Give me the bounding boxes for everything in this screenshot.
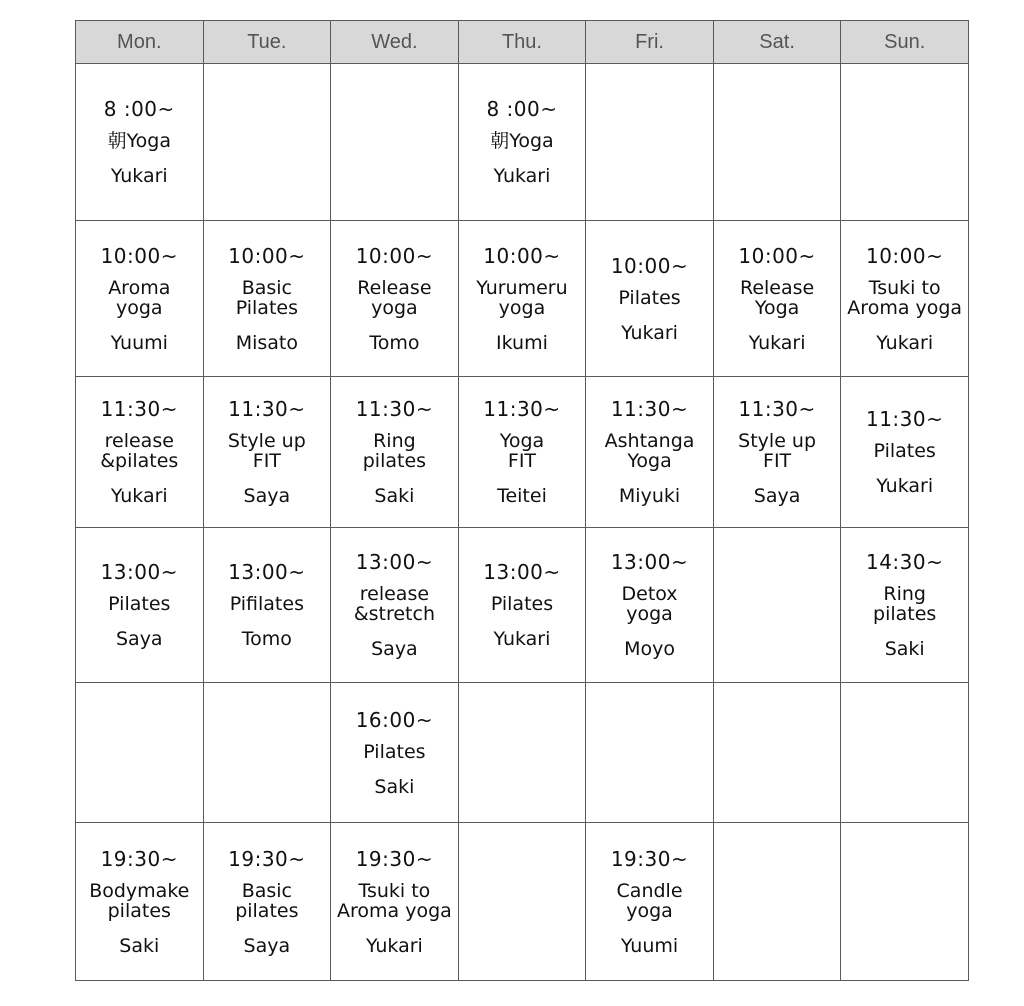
class-cell-mon <box>76 528 204 683</box>
day-header-mon: Mon. <box>76 21 204 64</box>
empty-cell <box>713 528 841 683</box>
class-time: 11:30~ <box>483 397 561 421</box>
class-entry <box>76 244 203 354</box>
class-entry <box>204 397 331 507</box>
class-instructor: Yukari <box>876 475 934 497</box>
class-instructor: Saya <box>753 485 801 507</box>
class-cell-tue <box>203 823 331 981</box>
class-time: 19:30~ <box>610 846 689 871</box>
class-cell-mon <box>76 221 204 377</box>
class-instructor: Miyuki <box>618 485 681 507</box>
class-instructor: Yukari <box>493 165 551 187</box>
class-instructor: Yukari <box>365 934 423 957</box>
class-instructor: Yukari <box>110 485 168 507</box>
time-slot-row <box>76 683 969 823</box>
class-time: 11:30~ <box>865 407 944 431</box>
time-slot-row <box>76 377 969 528</box>
class-instructor: Yukari <box>748 331 806 354</box>
class-name: Tsuki to Aroma yoga <box>847 276 963 319</box>
class-time: 11:30~ <box>738 397 816 421</box>
class-entry <box>76 97 203 187</box>
class-cell-mon <box>76 823 204 981</box>
class-instructor: Moyo <box>624 638 675 660</box>
class-name: Pilates <box>108 593 171 615</box>
class-entry <box>714 244 841 354</box>
class-time: 19:30~ <box>355 846 434 871</box>
class-instructor: Saya <box>243 934 291 957</box>
class-time: 14:30~ <box>865 550 944 574</box>
class-cell-fri <box>586 377 714 528</box>
class-time: 10:00~ <box>228 243 306 268</box>
class-entry <box>204 847 331 957</box>
class-time: 13:00~ <box>100 560 178 584</box>
empty-cell <box>841 823 969 981</box>
class-entry <box>586 550 713 660</box>
class-instructor: Tomo <box>369 331 420 354</box>
class-entry <box>586 397 713 507</box>
day-header-fri: Fri. <box>586 21 714 64</box>
class-cell-thu <box>458 221 586 377</box>
time-slot-row <box>76 823 969 981</box>
class-time: 19:30~ <box>228 846 306 871</box>
class-name: Pilates <box>618 286 681 309</box>
class-instructor: Misato <box>235 331 298 354</box>
class-entry <box>331 397 458 507</box>
class-entry <box>586 847 713 957</box>
empty-cell <box>713 683 841 823</box>
class-cell-wed <box>331 683 459 823</box>
class-time: 13:00~ <box>228 560 306 584</box>
class-instructor: Yuumi <box>620 934 679 957</box>
class-entry <box>459 97 586 187</box>
class-name: Bodymake pilates <box>89 879 190 922</box>
class-instructor: Yukari <box>876 331 934 354</box>
class-time: 11:30~ <box>610 397 689 421</box>
class-cell-tue <box>203 221 331 377</box>
class-time: 11:30~ <box>100 397 178 421</box>
class-entry <box>76 397 203 507</box>
class-time: 8 :00~ <box>103 97 175 121</box>
class-entry <box>841 407 968 497</box>
class-cell-sat <box>713 377 841 528</box>
day-header-tue: Tue. <box>203 21 331 64</box>
class-entry <box>459 244 586 354</box>
day-header-sun: Sun. <box>841 21 969 64</box>
class-instructor: Teitei <box>497 485 547 507</box>
class-name: Detox yoga <box>621 583 678 625</box>
class-time: 10:00~ <box>355 243 434 268</box>
class-time: 11:30~ <box>355 397 434 421</box>
class-cell-sat <box>713 221 841 377</box>
weekly-class-schedule <box>75 20 969 981</box>
class-instructor: Saya <box>115 628 163 650</box>
class-name: Candle yoga <box>616 879 683 922</box>
class-instructor: Yukari <box>110 165 168 187</box>
class-entry <box>331 244 458 354</box>
class-entry <box>204 560 331 650</box>
class-cell-wed <box>331 528 459 683</box>
class-name: Ashtanga Yoga <box>604 430 695 472</box>
class-name: Basic pilates <box>235 879 299 922</box>
class-time: 10:00~ <box>738 243 816 268</box>
class-cell-tue <box>203 377 331 528</box>
time-slot-row <box>76 64 969 221</box>
empty-cell <box>458 683 586 823</box>
empty-cell <box>713 64 841 221</box>
day-header-wed: Wed. <box>331 21 459 64</box>
class-name: Tsuki to Aroma yoga <box>337 879 452 922</box>
class-cell-wed <box>331 823 459 981</box>
class-name: Ring pilates <box>873 583 937 625</box>
class-entry <box>459 560 586 650</box>
class-entry <box>331 708 458 798</box>
empty-cell <box>76 683 204 823</box>
class-cell-fri <box>586 221 714 377</box>
class-name: Style up FIT <box>227 430 306 472</box>
empty-cell <box>203 683 331 823</box>
class-name: 朝Yoga <box>490 130 554 152</box>
class-entry <box>714 397 841 507</box>
day-header-thu: Thu. <box>458 21 586 64</box>
class-cell-tue <box>203 528 331 683</box>
class-name: Pilates <box>873 440 936 462</box>
class-name: Pilates <box>363 740 426 763</box>
empty-cell <box>586 683 714 823</box>
class-instructor: Saki <box>884 638 925 660</box>
class-name: Aroma yoga <box>108 276 171 319</box>
class-cell-thu <box>458 64 586 221</box>
class-entry <box>841 550 968 660</box>
class-name: Style up FIT <box>738 430 817 472</box>
class-entry <box>76 560 203 650</box>
class-cell-fri <box>586 823 714 981</box>
class-name: 朝Yoga <box>107 130 171 152</box>
class-time: 19:30~ <box>100 846 178 871</box>
class-name: Release Yoga <box>739 276 815 319</box>
class-instructor: Yukari <box>493 628 551 650</box>
class-time: 13:00~ <box>355 550 434 574</box>
class-name: Yoga FIT <box>499 430 545 472</box>
class-entry <box>204 244 331 354</box>
class-instructor: Saki <box>374 775 415 798</box>
class-entry <box>76 847 203 957</box>
empty-cell <box>713 823 841 981</box>
class-name: release &pilates <box>100 430 179 472</box>
class-name: Ring pilates <box>362 430 427 472</box>
class-cell-wed <box>331 221 459 377</box>
class-time: 16:00~ <box>355 707 434 732</box>
time-slot-row <box>76 221 969 377</box>
class-instructor: Saya <box>243 485 291 507</box>
class-entry <box>331 847 458 957</box>
class-entry <box>459 397 586 507</box>
class-time: 10:00~ <box>100 243 178 268</box>
class-cell-mon <box>76 377 204 528</box>
class-time: 10:00~ <box>610 253 689 278</box>
class-instructor: Yuumi <box>110 331 168 354</box>
class-instructor: Yukari <box>621 321 678 344</box>
schedule-body <box>76 64 969 981</box>
empty-cell <box>841 683 969 823</box>
time-slot-row <box>76 528 969 683</box>
day-header-row <box>76 21 969 64</box>
empty-cell <box>458 823 586 981</box>
class-cell-sun <box>841 221 969 377</box>
class-cell-sun <box>841 528 969 683</box>
empty-cell <box>841 64 969 221</box>
class-entry <box>586 254 713 344</box>
class-name: Pilates <box>490 593 554 615</box>
empty-cell <box>586 64 714 221</box>
empty-cell <box>331 64 459 221</box>
class-cell-mon <box>76 64 204 221</box>
class-time: 13:00~ <box>483 560 561 584</box>
class-instructor: Ikumi <box>496 331 548 354</box>
class-name: release &stretch <box>353 583 435 625</box>
class-name: Yurumeru yoga <box>476 276 568 319</box>
class-name: Basic Pilates <box>235 276 298 319</box>
day-header-sat: Sat. <box>713 21 841 64</box>
class-cell-thu <box>458 528 586 683</box>
class-cell-wed <box>331 377 459 528</box>
class-cell-thu <box>458 377 586 528</box>
class-time: 10:00~ <box>865 243 944 268</box>
class-instructor: Tomo <box>241 628 292 650</box>
empty-cell <box>203 64 331 221</box>
class-instructor: Saya <box>371 638 418 660</box>
class-instructor: Saki <box>119 934 160 957</box>
class-instructor: Saki <box>374 485 415 507</box>
class-cell-fri <box>586 528 714 683</box>
class-name: Release yoga <box>357 276 432 319</box>
class-time: 11:30~ <box>228 397 306 421</box>
class-time: 8 :00~ <box>486 97 558 121</box>
class-name: Pifilates <box>229 593 304 615</box>
class-time: 10:00~ <box>483 243 561 268</box>
class-time: 13:00~ <box>610 550 689 574</box>
class-cell-sun <box>841 377 969 528</box>
class-entry <box>331 550 458 660</box>
class-entry <box>841 244 968 354</box>
